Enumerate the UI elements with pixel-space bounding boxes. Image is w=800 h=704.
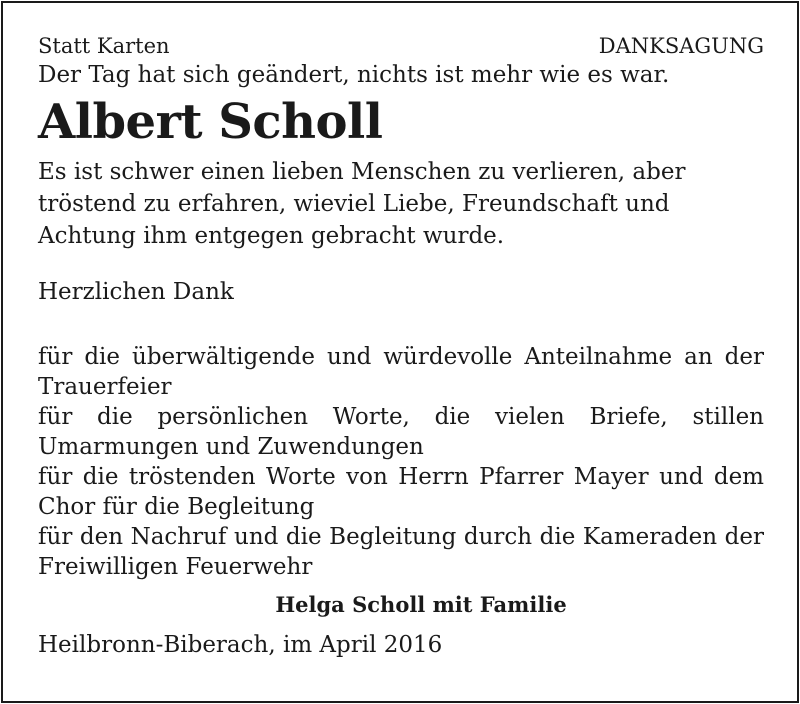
thanks-list bbox=[38, 342, 764, 582]
thanks-item: für die persönlichen Worte, die vielen Briefe, stillen Umarmungen und Zuwendungen bbox=[38, 404, 764, 460]
thanks-item: für die tröstenden Worte von Herrn Pfarrer Mayer und dem Chor für die Begleitung bbox=[38, 464, 764, 520]
header-row bbox=[38, 32, 764, 60]
notice-content bbox=[38, 32, 764, 660]
place-date: Heilbronn-Biberach, im April 2016 bbox=[38, 632, 443, 658]
intro-line: tröstend zu erfahren, wieviel Liebe, Freundschaft und bbox=[38, 191, 670, 217]
tagline: Der Tag hat sich geändert, nichts ist mehr wie es war. bbox=[38, 62, 670, 88]
intro-line: Achtung ihm entgegen gebracht wurde. bbox=[38, 223, 505, 249]
intro-text bbox=[38, 156, 764, 252]
thanks-heading: Herzlichen Dank bbox=[38, 279, 234, 305]
thanks-item: für die überwältigende und würdevolle Anteilnahme an der Trauerfeier bbox=[38, 344, 764, 400]
signature: Helga Scholl mit Familie bbox=[275, 592, 567, 617]
intro-line: Es ist schwer einen lieben Menschen zu verlieren, aber bbox=[38, 159, 686, 185]
header-left: Statt Karten bbox=[38, 34, 170, 58]
thanks-item: für den Nachruf und die Begleitung durch die Kameraden der Freiwilligen Feuerwehr bbox=[38, 524, 764, 580]
deceased-name: Albert Scholl bbox=[38, 94, 383, 150]
header-right: DANKSAGUNG bbox=[598, 34, 764, 58]
